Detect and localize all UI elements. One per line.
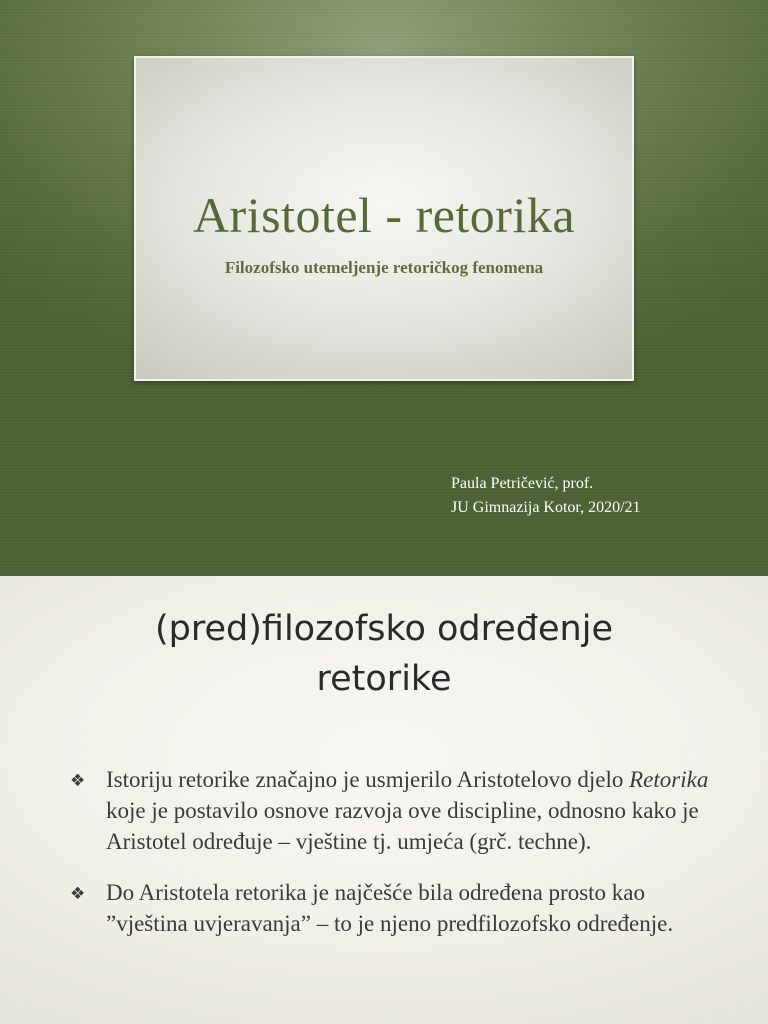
bullet-text-part: Do Aristotela retorika je najčešće bila određena prosto kao ”vještina uvjeravanja” – to je njeno predfilozofsko određenje. bbox=[106, 880, 674, 936]
slide-heading bbox=[0, 604, 768, 704]
heading-line-1: (pred)filozofsko određenje bbox=[155, 609, 613, 649]
bullet-text-part: Istoriju retorike značajno je usmjerilo Aristotelovo djelo bbox=[106, 767, 630, 792]
book-title-italic: Retorika bbox=[629, 767, 709, 792]
heading-line-2: retorike bbox=[316, 659, 452, 699]
bullet-text bbox=[106, 767, 708, 854]
author-school: JU Gimnazija Kotor, 2020/21 bbox=[451, 499, 641, 516]
bullet-text-part: koje je postavilo osnove razvoja ove discipline, odnosno kako je Aristotel određuje – vještine tj. umjeća (grč. techne). bbox=[106, 798, 699, 854]
list-item bbox=[70, 877, 720, 939]
slide-title: Aristotel - retorika bbox=[192, 187, 576, 243]
diamond-bullet-icon: ❖ bbox=[70, 771, 86, 791]
author-info bbox=[451, 472, 641, 520]
diamond-bullet-icon: ❖ bbox=[70, 884, 86, 904]
content-slide bbox=[0, 576, 768, 1024]
slide-subtitle: Filozofsko utemeljenje retoričkog fenomena bbox=[224, 258, 544, 277]
bullet-text bbox=[106, 880, 673, 936]
author-name: Paula Petričević, prof. bbox=[451, 475, 594, 492]
list-item bbox=[70, 764, 720, 857]
bullet-list bbox=[70, 764, 720, 959]
